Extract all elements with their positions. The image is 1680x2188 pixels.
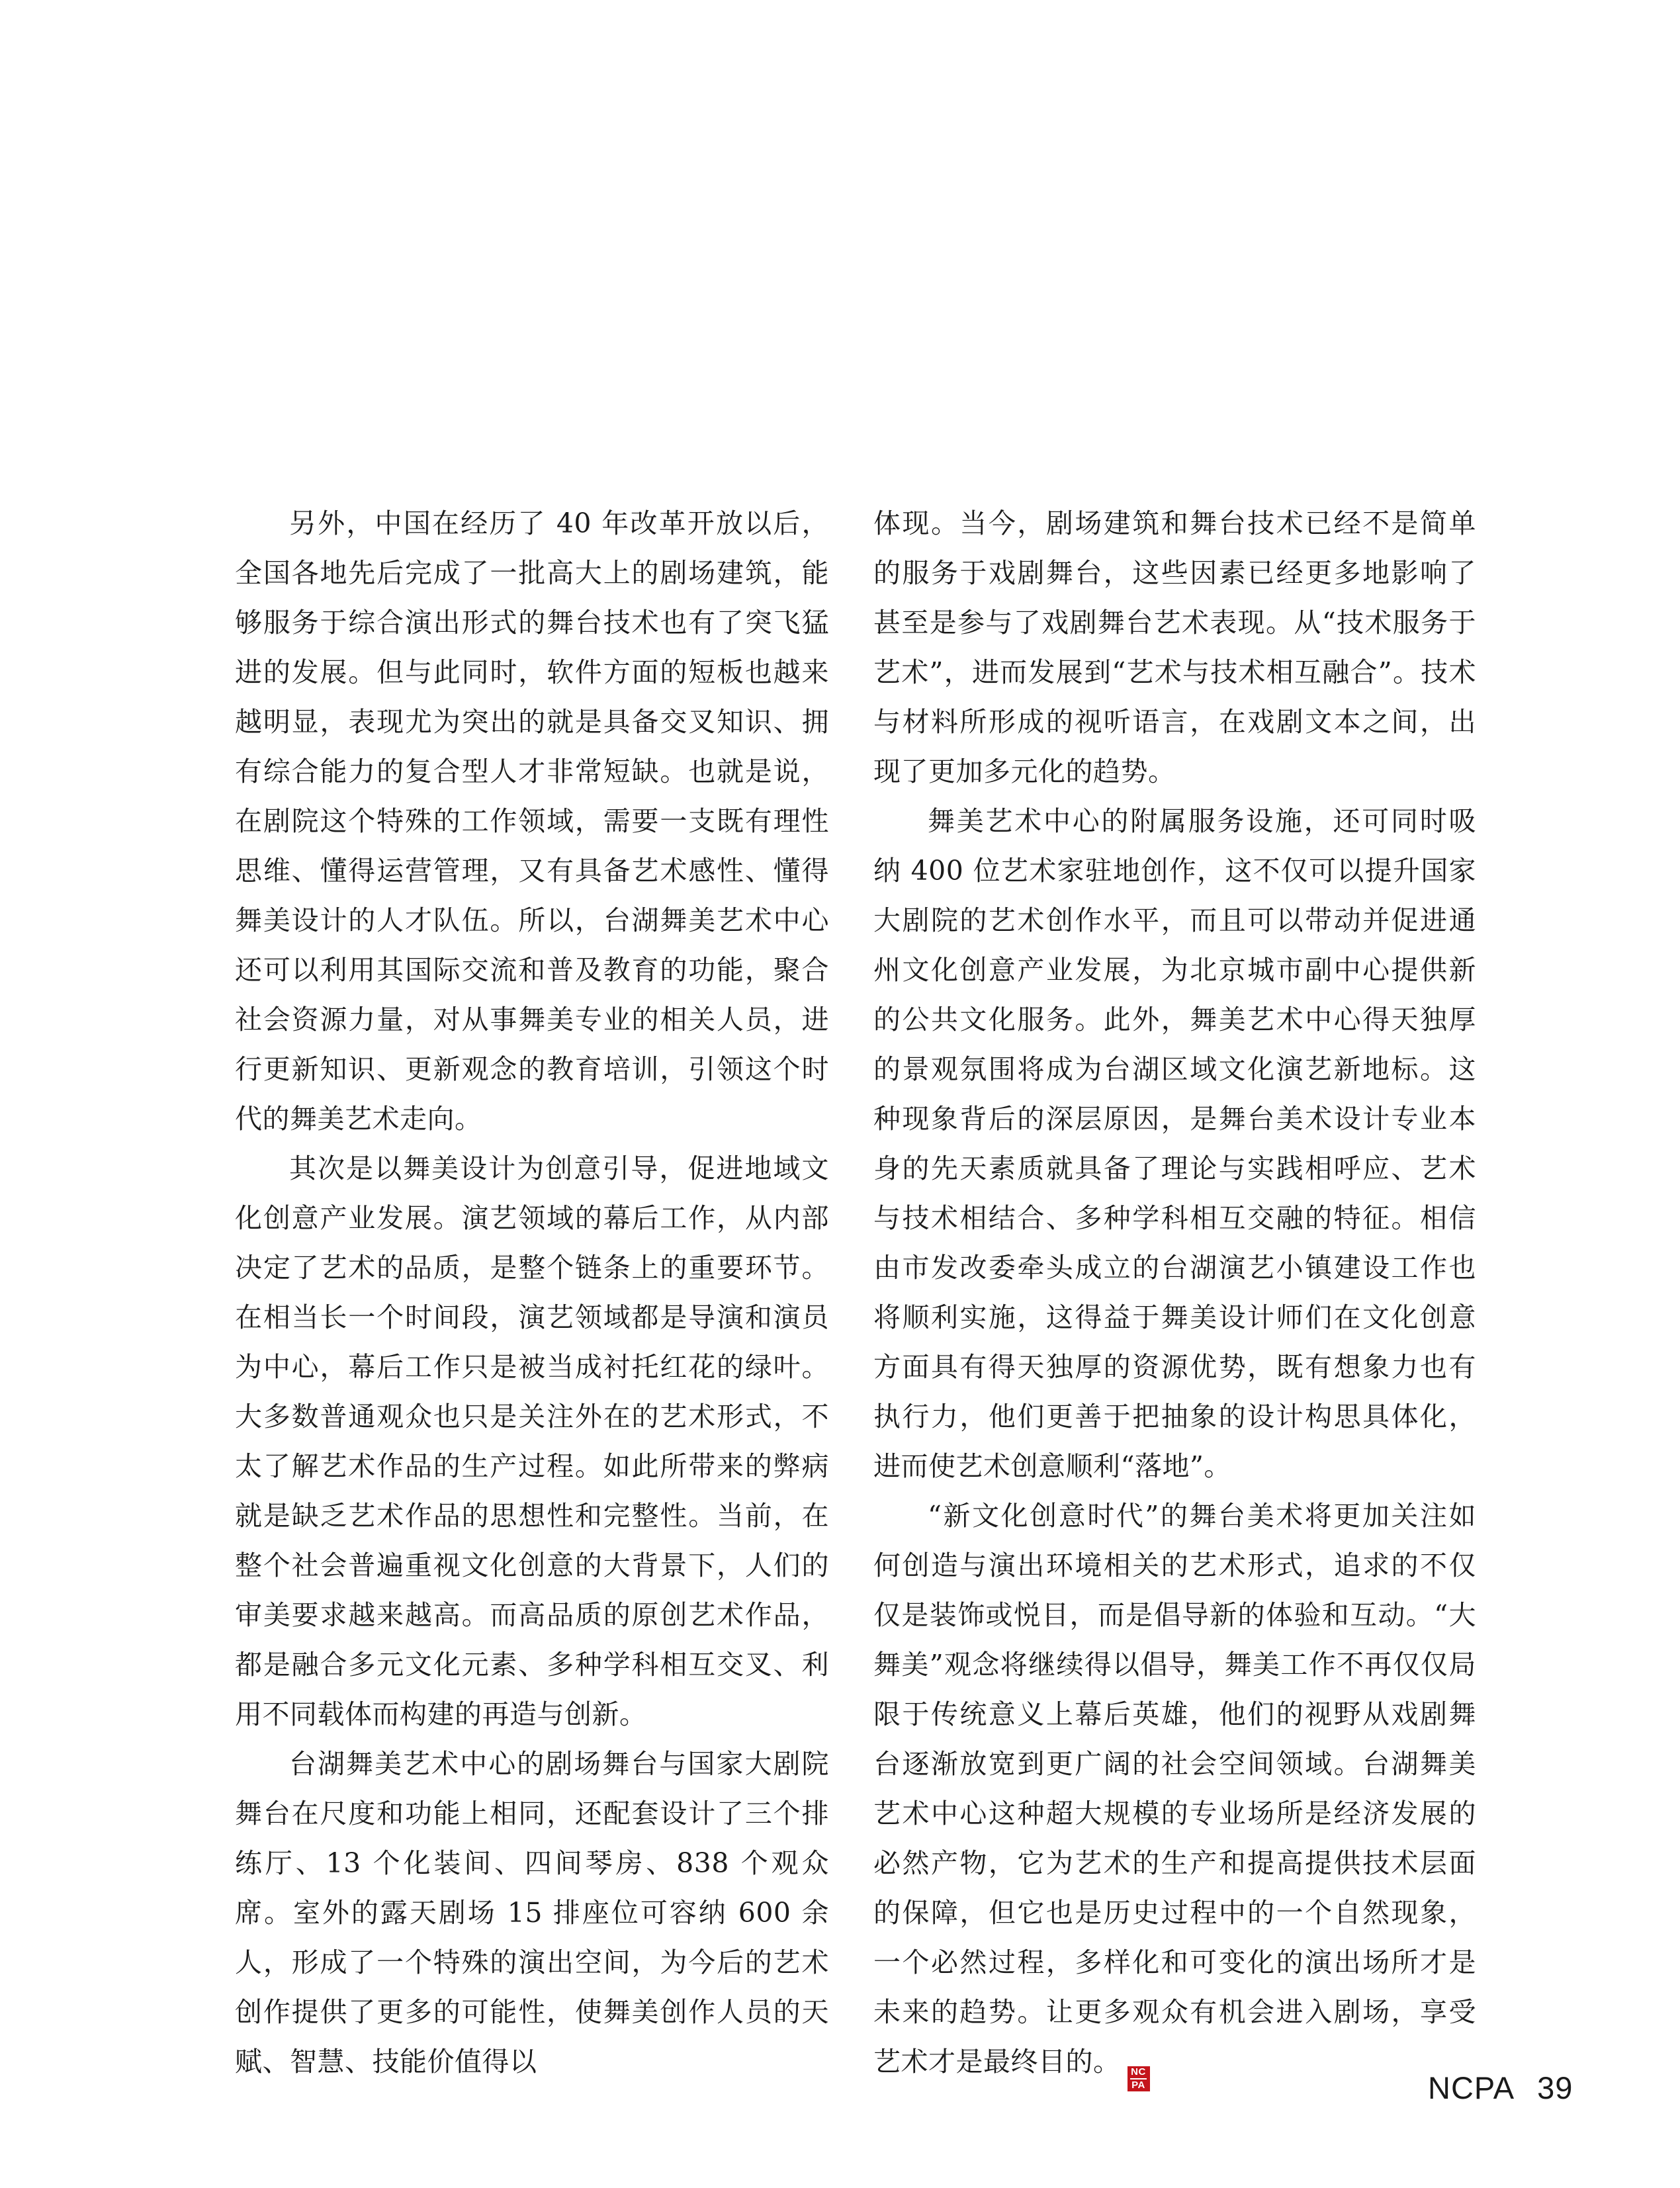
seal-text-nc: NC <box>1130 2067 1147 2079</box>
left-text-column <box>235 499 829 2087</box>
seal-text-pa: PA <box>1131 2079 1145 2091</box>
paragraph: 另外，中国在经历了 40 年改革开放以后，全国各地先后完成了一批高大上的剧场建筑，能够服务于综合演出形式的舞台技术也有了突飞猛进的发展。但与此同时，软件方面的短板也越来越明显，表现尤为突出的就是具备交叉知识、拥有综合能力的复合型人才非常短缺。也就是说，在剧院这个特殊的工作领域，需要一支既有理性思维、懂得运营管理，又有具备艺术感性、懂得舞美设计的人才队伍。所以，台湖舞美艺术中心还可以利用其国际交流和普及教育的功能，聚合社会资源力量，对从事舞美专业的相关人员，进行更新知识、更新观念的教育培训，引领这个时代的舞美艺术走向。 <box>235 507 829 1135</box>
ncpa-seal <box>1127 2066 1150 2091</box>
page-number: 39 <box>1537 2070 1573 2105</box>
paragraph: 台湖舞美艺术中心的剧场舞台与国家大剧院舞台在尺度和功能上相同，还配套设计了三个排练厅、13 个化装间、四间琴房、838 个观众席。室外的露天剧场 15 排座位可容纳 600 余人，形成了一个特殊的演出空间，为今后的艺术创作提供了更多的可能性，使舞美创作人员的天赋、智慧、技能价值得以 <box>235 1748 829 2078</box>
footer-brand: NCPA <box>1428 2070 1515 2105</box>
page-footer <box>1428 2070 1573 2106</box>
paragraph: 体现。当今，剧场建筑和舞台技术已经不是简单的服务于戏剧舞台，这些因素已经更多地影响了甚至是参与了戏剧舞台艺术表现。从“技术服务于艺术”，进而发展到“艺术与技术相互融合”。技术与材料所形成的视听语言，在戏剧文本之间，出现了更加多元化的趋势。 <box>873 507 1476 787</box>
right-text-column <box>873 499 1476 2091</box>
paragraph: 舞美艺术中心的附属服务设施，还可同时吸纳 400 位艺术家驻地创作，这不仅可以提升国家大剧院的艺术创作水平，而且可以带动并促进通州文化创意产业发展，为北京城市副中心提供新的公共文化服务。此外，舞美艺术中心得天独厚的景观氛围将成为台湖区域文化演艺新地标。这种现象背后的深层原因，是舞台美术设计专业本身的先天素质就具备了理论与实践相呼应、艺术与技术相结合、多种学科相互交融的特征。相信由市发改委牵头成立的台湖演艺小镇建设工作也将顺利实施，这得益于舞美设计师们在文化创意方面具有得天独厚的资源优势，既有想象力也有执行力，他们更善于把抽象的设计构思具体化，进而使艺术创意顺利“落地”。 <box>873 805 1476 1482</box>
paragraph <box>873 1491 1476 2091</box>
paragraph: 其次是以舞美设计为创意引导，促进地域文化创意产业发展。演艺领域的幕后工作，从内部决定了艺术的品质，是整个链条上的重要环节。在相当长一个时间段，演艺领域都是导演和演员为中心，幕后工作只是被当成衬托红花的绿叶。大多数普通观众也只是关注外在的艺术形式，不太了解艺术作品的生产过程。如此所带来的弊病就是缺乏艺术作品的思想性和完整性。当前，在整个社会普遍重视文化创意的大背景下，人们的审美要求越来越高。而高品质的原创艺术作品，都是融合多元文化元素、多种学科相互交叉、利用不同载体而构建的再造与创新。 <box>235 1153 829 1730</box>
paragraph-text: “新文化创意时代”的舞台美术将更加关注如何创造与演出环境相关的艺术形式，追求的不仅仅是装饰或悦目，而是倡导新的体验和互动。“大舞美”观念将继续得以倡导，舞美工作不再仅仅局限于传统意义上幕后英雄，他们的视野从戏剧舞台逐渐放宽到更广阔的社会空间领域。台湖舞美艺术中心这种超大规模的专业场所是经济发展的必然产物，它为艺术的生产和提高提供技术层面的保障，但它也是历史过程中的一个自然现象，一个必然过程，多样化和可变化的演出场所才是未来的趋势。让更多观众有机会进入剧场，享受艺术才是最终目的。 <box>873 1500 1476 2078</box>
